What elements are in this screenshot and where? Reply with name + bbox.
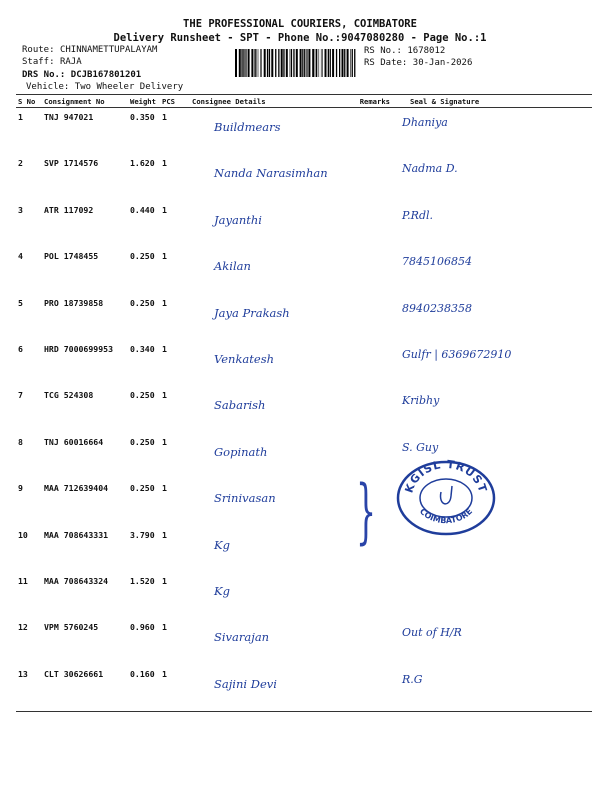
row-consignment-no: ATR 117092	[44, 204, 94, 215]
row-consignee-cell	[190, 665, 344, 712]
row-sno-cell	[16, 665, 42, 712]
row-pcs: 1	[162, 158, 167, 169]
row-consignment-no: VPM 5760245	[44, 622, 99, 633]
barcode-bar	[321, 49, 322, 77]
vehicle-value: Two Wheeler Delivery	[74, 82, 184, 92]
drs-value: DCJB167801201	[70, 70, 142, 80]
svg-text:KGISL TRUST	[403, 458, 490, 495]
route-line	[22, 45, 157, 55]
row-weight-cell	[128, 433, 160, 479]
row-sno-cell	[16, 294, 42, 340]
row-consignment-no: MAA 712639404	[44, 483, 109, 494]
table-row	[16, 433, 592, 479]
row-weight: 1.620	[130, 158, 155, 169]
col-consignee-details: Consignee Details	[190, 95, 344, 108]
barcode-bar	[319, 49, 320, 77]
row-consignee-cell	[190, 154, 344, 200]
barcode-bar	[248, 49, 250, 77]
table-row	[16, 108, 592, 155]
barcode-bar	[315, 49, 316, 77]
row-sno-cell	[16, 201, 42, 247]
row-consignee-cell	[190, 108, 344, 155]
row-weight: 0.350	[130, 112, 155, 122]
row-signature: S. Guy	[402, 440, 439, 454]
barcode-bar	[281, 49, 283, 77]
row-pcs: 1	[162, 622, 167, 633]
row-remarks-cell	[344, 618, 392, 664]
runsheet-table	[16, 94, 592, 712]
row-pcs-cell	[160, 386, 190, 432]
row-signature-cell	[392, 386, 592, 432]
row-sno: 10	[18, 529, 28, 540]
row-sno: 6	[18, 343, 23, 354]
row-sno-cell	[16, 618, 42, 664]
col-consignment-no: Consignment No	[42, 95, 128, 108]
row-weight-cell	[128, 201, 160, 247]
barcode-bar	[344, 49, 345, 77]
row-remarks-cell	[344, 294, 392, 340]
barcode-bar	[354, 49, 355, 77]
row-consignment-no-cell	[42, 433, 128, 479]
rs-no-label: RS No.:	[364, 46, 402, 56]
row-remarks-cell	[344, 247, 392, 293]
rs-date-value: 30-Jan-2026	[412, 58, 473, 68]
row-sno-cell	[16, 479, 42, 525]
row-signature-cell	[392, 247, 592, 293]
row-consignee: Venkatesh	[214, 351, 275, 366]
row-consignment-no: PRO 18739858	[44, 297, 104, 308]
table-row	[16, 479, 592, 525]
row-consignment-no: MAA 708643324	[44, 575, 109, 586]
row-consignee-cell	[190, 479, 344, 525]
barcode-bar	[243, 49, 244, 77]
rs-date-label: RS Date:	[364, 58, 408, 68]
row-weight-cell	[128, 294, 160, 340]
table-row	[16, 665, 592, 712]
row-consignee: Gopinath	[214, 444, 268, 459]
row-pcs-cell	[160, 665, 190, 712]
row-consignee: Kg	[214, 537, 230, 552]
row-consignment-no-cell	[42, 294, 128, 340]
row-consignment-no-cell	[42, 108, 128, 155]
row-signature-cell	[392, 201, 592, 247]
row-consignment-no-cell	[42, 572, 128, 618]
row-signature-cell	[392, 572, 592, 618]
row-remarks-cell	[344, 108, 392, 155]
row-consignment-no-cell	[42, 247, 128, 293]
row-consignee: Jaya Prakash	[214, 305, 290, 320]
table-row	[16, 294, 592, 340]
row-pcs-cell	[160, 479, 190, 525]
row-pcs: 1	[162, 390, 167, 401]
barcode-bar	[300, 49, 302, 77]
row-sno-cell	[16, 433, 42, 479]
row-remarks-cell	[344, 386, 392, 432]
barcode-bar	[283, 49, 284, 77]
row-consignee-cell	[190, 386, 344, 432]
col-pcs: PCS	[160, 95, 190, 108]
vehicle-line	[26, 82, 183, 92]
table-row	[16, 154, 592, 200]
barcode-bar	[271, 49, 273, 77]
row-pcs: 1	[162, 112, 167, 122]
barcode-bar	[260, 49, 261, 77]
row-consignment-no: TNJ 947021	[44, 112, 94, 122]
row-pcs: 1	[162, 436, 167, 447]
svg-text:COIMBATORE	[418, 507, 474, 526]
row-pcs: 1	[162, 251, 167, 262]
row-signature: Dhaniya	[402, 116, 448, 129]
row-weight-cell	[128, 386, 160, 432]
row-sno: 2	[18, 158, 23, 169]
row-weight-cell	[128, 340, 160, 386]
row-weight-cell	[128, 665, 160, 712]
rs-no-value: 1678012	[407, 46, 446, 56]
row-remarks-cell	[344, 201, 392, 247]
col-sno: S No	[16, 95, 42, 108]
row-signature-cell	[392, 154, 592, 200]
route-value: CHINNAMETTUPALAYAM	[59, 45, 158, 55]
barcode-bar	[352, 49, 353, 77]
row-consignment-no: TNJ 60016664	[44, 436, 104, 447]
row-pcs: 1	[162, 483, 167, 494]
row-pcs-cell	[160, 247, 190, 293]
row-pcs-cell	[160, 154, 190, 200]
barcode-bar	[235, 49, 237, 77]
row-weight-cell	[128, 108, 160, 155]
row-consignee: Sivarajan	[214, 630, 270, 645]
row-consignee-cell	[190, 433, 344, 479]
row-consignment-no-cell	[42, 479, 128, 525]
row-pcs: 1	[162, 668, 167, 679]
barcode-bar	[328, 49, 329, 77]
row-signature: R.G	[402, 672, 423, 686]
barcode-bar	[316, 49, 317, 77]
row-signature-cell	[392, 618, 592, 664]
seal-top-text: KGISL TRUST	[402, 457, 490, 495]
row-weight: 0.250	[130, 436, 155, 447]
row-sno-cell	[16, 386, 42, 432]
table-row	[16, 618, 592, 664]
drs-line	[22, 70, 141, 80]
row-pcs: 1	[162, 575, 167, 586]
table-header-row	[16, 95, 592, 108]
row-consignee: Sajini Devi	[214, 676, 277, 691]
table-row	[16, 340, 592, 386]
barcode-bar	[312, 49, 314, 77]
row-consignee: Sabarish	[214, 398, 266, 413]
barcode-bar	[264, 49, 266, 77]
row-consignment-no-cell	[42, 386, 128, 432]
row-remarks-cell	[344, 572, 392, 618]
barcode-bar	[286, 49, 288, 77]
row-pcs-cell	[160, 572, 190, 618]
table-row	[16, 386, 592, 432]
row-sno-cell	[16, 247, 42, 293]
row-sno: 1	[18, 112, 23, 122]
route-label: Route:	[22, 45, 55, 55]
row-consignment-no: HRD 7000699953	[44, 343, 114, 354]
row-sno: 5	[18, 297, 23, 308]
row-consignment-no-cell	[42, 154, 128, 200]
barcode-bar	[261, 49, 262, 77]
barcode-bar	[304, 49, 305, 77]
row-consignee-cell	[190, 247, 344, 293]
staff-line	[22, 57, 82, 67]
barcode-bar	[293, 49, 294, 77]
barcode-bar	[251, 49, 253, 77]
row-sno-cell	[16, 340, 42, 386]
row-consignment-no: CLT 30626661	[44, 668, 104, 679]
row-signature: 7845106854	[402, 255, 472, 269]
row-signature: Nadma D.	[402, 162, 458, 176]
row-pcs-cell	[160, 618, 190, 664]
col-seal-signature: Seal & Signature	[392, 95, 592, 108]
table-row	[16, 572, 592, 618]
row-consignee: Kg	[214, 583, 230, 598]
barcode-bar	[290, 49, 291, 77]
row-consignment-no-cell	[42, 201, 128, 247]
row-sno: 7	[18, 390, 23, 401]
col-weight: Weight	[128, 95, 160, 108]
vehicle-label: Vehicle:	[26, 82, 70, 92]
row-consignment-no: SVP 1714576	[44, 158, 99, 169]
barcode-bar	[269, 49, 270, 77]
row-sno-cell	[16, 108, 42, 155]
row-weight: 0.250	[130, 390, 155, 401]
barcode-bar	[332, 49, 334, 77]
row-weight: 3.790	[130, 529, 155, 540]
row-sno: 3	[18, 204, 23, 215]
row-sno: 8	[18, 436, 23, 447]
row-consignment-no-cell	[42, 340, 128, 386]
row-weight: 1.520	[130, 575, 155, 586]
row-consignee: Nanda Narasimhan	[214, 166, 328, 181]
barcode-bar	[296, 49, 298, 77]
row-signature-cell	[392, 340, 592, 386]
row-consignment-no: TCG 524308	[44, 390, 94, 401]
row-remarks-cell	[344, 665, 392, 712]
barcode-bar	[239, 49, 241, 77]
barcode	[234, 49, 358, 77]
col-remarks: Remarks	[344, 95, 392, 108]
row-sno: 9	[18, 483, 23, 494]
row-signature: P.Rdl.	[402, 208, 434, 222]
row-consignment-no: POL 1748455	[44, 251, 99, 262]
row-sno-cell	[16, 526, 42, 572]
row-weight: 0.440	[130, 204, 155, 215]
barcode-bar	[325, 49, 327, 77]
barcode-bar	[245, 49, 246, 77]
barcode-bar	[241, 49, 242, 77]
row-consignment-no-cell	[42, 618, 128, 664]
row-signature: 8940238358	[402, 301, 472, 315]
row-consignment-no-cell	[42, 665, 128, 712]
row-pcs-cell	[160, 433, 190, 479]
bracket-mark: }	[356, 470, 377, 552]
row-consignee: Srinivasan	[214, 491, 276, 506]
barcode-bar	[275, 49, 276, 77]
row-signature: Gulfr | 6369672910	[402, 347, 512, 361]
row-weight-cell	[128, 479, 160, 525]
row-weight-cell	[128, 526, 160, 572]
row-weight: 0.160	[130, 668, 155, 679]
row-pcs-cell	[160, 340, 190, 386]
row-signature-cell	[392, 665, 592, 712]
row-weight-cell	[128, 618, 160, 664]
barcode-bar	[307, 49, 308, 77]
row-remarks-cell	[344, 154, 392, 200]
barcode-bar	[336, 49, 337, 77]
company-title: THE PROFESSIONAL COURIERS, COIMBATORE	[183, 18, 417, 30]
row-pcs-cell	[160, 526, 190, 572]
drs-label: DRS No.:	[22, 70, 66, 80]
barcode-bar	[254, 49, 255, 77]
row-pcs-cell	[160, 294, 190, 340]
row-signature: Out of H/R	[402, 626, 462, 640]
row-weight: 0.960	[130, 622, 155, 633]
barcode-bar	[339, 49, 340, 77]
row-consignee-cell	[190, 340, 344, 386]
row-consignee-cell	[190, 526, 344, 572]
staff-label: Staff:	[22, 57, 55, 67]
row-consignee-cell	[190, 294, 344, 340]
row-signature: Kribhy	[402, 394, 440, 408]
row-weight-cell	[128, 247, 160, 293]
row-pcs: 1	[162, 343, 167, 354]
row-signature-cell	[392, 108, 592, 155]
barcode-bar	[258, 49, 259, 77]
row-weight: 0.250	[130, 251, 155, 262]
row-weight-cell	[128, 154, 160, 200]
row-sno: 4	[18, 251, 23, 262]
row-weight: 0.250	[130, 483, 155, 494]
table-row	[16, 201, 592, 247]
staff-value: RAJA	[59, 57, 82, 67]
row-weight: 0.340	[130, 343, 155, 354]
row-sno: 13	[18, 668, 28, 679]
row-pcs: 1	[162, 297, 167, 308]
row-pcs-cell	[160, 201, 190, 247]
barcode-bar	[306, 49, 307, 77]
barcode-bar	[347, 49, 349, 77]
barcode-bar	[255, 49, 256, 77]
barcode-bar	[291, 49, 292, 77]
barcode-bar	[278, 49, 279, 77]
barcode-bar	[302, 49, 303, 77]
rs-no-line	[364, 46, 445, 56]
row-sno-cell	[16, 572, 42, 618]
runsheet-subtitle: Delivery Runsheet - SPT - Phone No.:9047080280 - Page No.:1	[113, 32, 487, 44]
kgisl-trust-seal	[394, 456, 498, 536]
barcode-bar	[246, 49, 247, 77]
table-row	[16, 247, 592, 293]
row-sno: 12	[18, 622, 28, 633]
row-weight-cell	[128, 572, 160, 618]
barcode-bar	[330, 49, 331, 77]
row-consignee: Buildmears	[214, 120, 281, 134]
row-consignee: Akilan	[214, 259, 251, 274]
barcode-bar	[322, 49, 323, 77]
row-sno: 11	[18, 575, 28, 586]
row-remarks-cell	[344, 340, 392, 386]
barcode-bar	[267, 49, 268, 77]
barcode-bar	[308, 49, 310, 77]
row-consignee: Jayanthi	[214, 212, 262, 227]
row-signature-cell	[392, 294, 592, 340]
barcode-bar	[342, 49, 344, 77]
row-consignee-cell	[190, 572, 344, 618]
row-consignee-cell	[190, 201, 344, 247]
row-consignee-cell	[190, 618, 344, 664]
row-sno-cell	[16, 154, 42, 200]
row-consignment-no: MAA 708643331	[44, 529, 109, 540]
row-weight: 0.250	[130, 297, 155, 308]
row-pcs: 1	[162, 529, 167, 540]
table-row	[16, 526, 592, 572]
row-pcs-cell	[160, 108, 190, 155]
barcode-bar	[350, 49, 351, 77]
seal-bottom-text: COIMBATORE	[417, 506, 475, 526]
rs-date-line	[364, 58, 472, 68]
row-pcs: 1	[162, 204, 167, 215]
row-consignment-no-cell	[42, 526, 128, 572]
